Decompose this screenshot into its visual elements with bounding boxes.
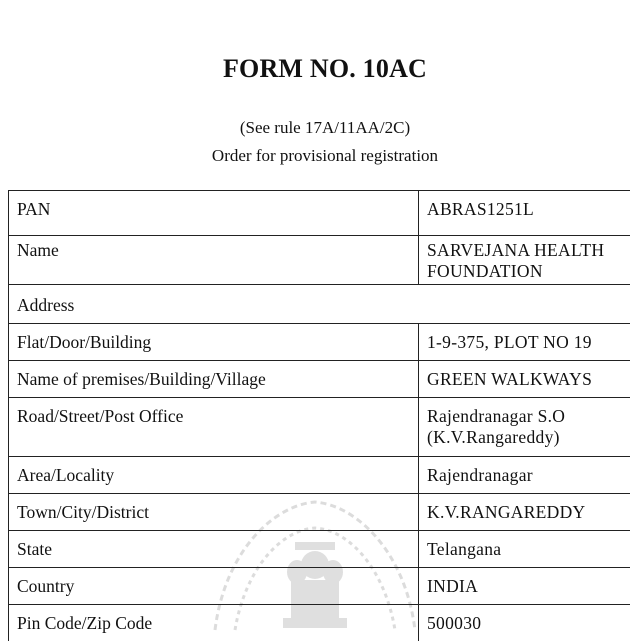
table-row [9, 457, 630, 494]
country-value: INDIA [419, 568, 630, 605]
table-row [9, 568, 630, 605]
address-heading: Address [9, 285, 630, 324]
name-value [419, 236, 630, 285]
rule-reference: (See rule 17A/11AA/2C) [0, 118, 630, 138]
table-row [9, 605, 630, 641]
name-value-line1: SARVEJANA HEALTH [427, 240, 630, 261]
table-row [9, 236, 630, 285]
pin-label: Pin Code/Zip Code [9, 605, 419, 641]
registration-table [8, 190, 630, 641]
pin-value: 500030 [419, 605, 630, 641]
town-value: K.V.RANGAREDDY [419, 494, 630, 531]
table-row [9, 398, 630, 457]
form-subtitle: Order for provisional registration [0, 146, 630, 166]
pan-label: PAN [9, 191, 419, 236]
table-row [9, 531, 630, 568]
country-label: Country [9, 568, 419, 605]
table-row [9, 191, 630, 236]
state-label: State [9, 531, 419, 568]
table-row [9, 285, 630, 324]
road-value-line1: Rajendranagar S.O [427, 406, 630, 427]
pan-value: ABRAS1251L [419, 191, 630, 236]
table-row [9, 361, 630, 398]
flat-label: Flat/Door/Building [9, 324, 419, 361]
road-value-line2: (K.V.Rangareddy) [427, 427, 630, 448]
road-label: Road/Street/Post Office [9, 398, 419, 457]
road-value [419, 398, 630, 457]
premises-label: Name of premises/Building/Village [9, 361, 419, 398]
form-title: FORM NO. 10AC [0, 54, 630, 84]
premises-value: GREEN WALKWAYS [419, 361, 630, 398]
name-value-line2: FOUNDATION [427, 261, 630, 282]
town-label: Town/City/District [9, 494, 419, 531]
state-value: Telangana [419, 531, 630, 568]
area-label: Area/Locality [9, 457, 419, 494]
table-row [9, 324, 630, 361]
flat-value: 1-9-375, PLOT NO 19 [419, 324, 630, 361]
table-row [9, 494, 630, 531]
area-value: Rajendranagar [419, 457, 630, 494]
name-label: Name [9, 236, 419, 285]
